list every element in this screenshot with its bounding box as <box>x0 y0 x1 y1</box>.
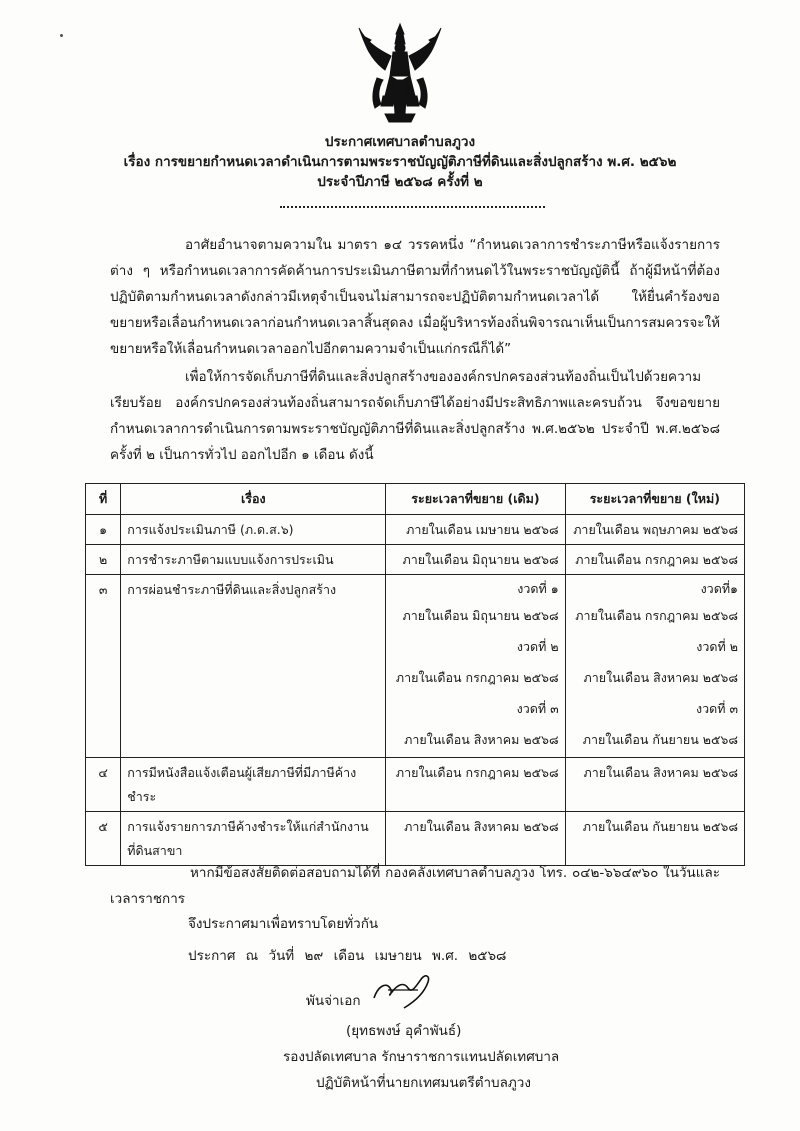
signer-name: (ยุทธพงษ์ อุคำพันธ์) <box>346 1023 462 1039</box>
row-subject: การมีหนังสือแจ้งเตือนผู้เสียภาษีที่มีภาษีค้างชำระ <box>121 758 386 812</box>
installment-label: งวดที่ ๒ <box>696 639 738 654</box>
handwritten-signature-icon <box>368 968 438 1012</box>
row-new-installments <box>565 575 744 758</box>
row-no: ๒ <box>86 545 121 575</box>
announcement-header <box>0 132 800 192</box>
table-row <box>86 515 745 545</box>
dotted-divider <box>280 206 545 208</box>
signer-position: รองปลัดเทศบาล รักษาราชการแทนปลัดเทศบาล <box>283 1049 560 1065</box>
installment-period: ภายในเดือน กันยายน ๒๕๖๘ <box>582 732 738 747</box>
signer-rank: พันจ่าเอก <box>306 993 361 1009</box>
installment-label: งวดที่ ๑ <box>517 581 559 596</box>
paragraph-legal-basis: อาศัยอำนาจตามความใน มาตรา ๑๔ วรรคหนึ่ง “กำหนดเวลาการชำระภาษีหรือแจ้งรายการต่าง ๆ หรือกำหนดเวลาการคัดค้านการประเมินภาษีตามที่กำหนดไว้ในพระราชบัญญัตินี้ ถ้าผู้มีหน้าที่ต้องปฏิบัติตามกำหนดเวลาดังกล่าวมีเหตุจำเป็นจนไม่สามารถจะปฏิบัติตามกำหนดเวลาได้ ให้ยื่นคำร้องขอขยายหรือเลื่อนกำหนดเวลาก่อนกำหนดเวลาสิ้นสุดลง เมื่อผู้บริหารท้องถิ่นพิจารณาเห็นเป็นการสมควรจะให้ขยายหรือให้เลื่อนกำหนดเวลาออกไปอีกตามความจำเป็นแก่กรณีก็ได้” <box>110 237 720 357</box>
scan-speck <box>60 34 63 37</box>
table-row <box>86 545 745 575</box>
row-new-period: ภายในเดือน พฤษภาคม ๒๕๖๘ <box>565 515 744 545</box>
installment-period: ภายในเดือน มิถุนายน ๒๕๖๘ <box>402 608 559 623</box>
installment-period: ภายในเดือน กรกฎาคม ๒๕๖๘ <box>575 608 738 623</box>
installment-period: ภายในเดือน สิงหาคม ๒๕๖๘ <box>404 732 559 747</box>
row-subject: การผ่อนชำระภาษีที่ดินและสิ่งปลูกสร้าง <box>121 575 386 758</box>
contact-paragraph: หากมีข้อสงสัยติดต่อสอบถามได้ที่ กองคลังเทศบาลตำบลภูวง โทร. ๐๔๒-๖๖๔๙๖๐ ในวันและเวลาราชการ <box>110 865 720 907</box>
header-title: ประกาศเทศบาลตำบลภูวง <box>324 134 476 150</box>
row-no: ๑ <box>86 515 121 545</box>
installment-label: งวดที่๑ <box>700 581 738 596</box>
col-header-subject: เรื่อง <box>121 484 386 515</box>
installment-period: ภายในเดือน กรกฎาคม ๒๕๖๘ <box>395 670 559 685</box>
installment-period: ภายในเดือน สิงหาคม ๒๕๖๘ <box>583 670 738 685</box>
row-subject: การชำระภาษีตามแบบแจ้งการประเมิน <box>121 545 386 575</box>
installment-label: งวดที่ ๓ <box>516 701 559 716</box>
row-old-period: ภายในเดือน เมษายน ๒๕๖๘ <box>386 515 565 545</box>
row-old-installments <box>386 575 565 758</box>
garuda-emblem-icon <box>355 18 445 130</box>
table-row <box>86 758 745 812</box>
row-no: ๓ <box>86 575 121 758</box>
col-header-new-period: ระยะเวลาที่ขยาย (ใหม่) <box>565 484 744 515</box>
extension-schedule-table <box>85 483 745 866</box>
col-header-no: ที่ <box>86 484 121 515</box>
row-old-period: ภายในเดือน สิงหาคม ๒๕๖๘ <box>386 812 565 866</box>
row-old-period: ภายในเดือน กรกฎาคม ๒๕๖๘ <box>386 758 565 812</box>
signer-acting-position: ปฏิบัติหน้าที่นายกเทศมนตรีตำบลภูวง <box>316 1075 531 1091</box>
row-subject: การแจ้งประเมินภาษี (ภ.ด.ส.๖) <box>121 515 386 545</box>
table-row <box>86 575 745 758</box>
installment-label: งวดที่ ๒ <box>516 639 559 654</box>
header-tax-year: ประจำปีภาษี ๒๕๖๘ ครั้งที่ ๒ <box>317 174 483 190</box>
installment-label: งวดที่ ๓ <box>696 701 738 716</box>
announce-line: จึงประกาศมาเพื่อทราบโดยทั่วกัน <box>188 916 379 932</box>
table-row <box>86 812 745 866</box>
row-new-period: ภายในเดือน สิงหาคม ๒๕๖๘ <box>565 758 744 812</box>
row-no: ๕ <box>86 812 121 866</box>
row-new-period: ภายในเดือน กรกฎาคม ๒๕๖๘ <box>565 545 744 575</box>
col-header-old-period: ระยะเวลาที่ขยาย (เดิม) <box>386 484 565 515</box>
announcement-date: ประกาศ ณ วันที่ ๒๙ เดือน เมษายน พ.ศ. ๒๕๖๘ <box>188 948 507 964</box>
row-new-period: ภายในเดือน กันยายน ๒๕๖๘ <box>565 812 744 866</box>
header-subject: เรื่อง การขยายกำหนดเวลาดำเนินการตามพระราชบัญญัติภาษีที่ดินและสิ่งปลูกสร้าง พ.ศ. ๒๕๖๒ <box>123 154 677 170</box>
row-old-period: ภายในเดือน มิถุนายน ๒๕๖๘ <box>386 545 565 575</box>
paragraph-purpose: เพื่อให้การจัดเก็บภาษีที่ดินและสิ่งปลูกสร้างขององค์กรปกครองส่วนท้องถิ่นเป็นไปด้วยความเรียบร้อย องค์กรปกครองส่วนท้องถิ่นสามารถจัดเก็บภาษีได้อย่างมีประสิทธิภาพและครบถ้วน จึงขอขยายกำหนดเวลาการดำเนินการตามพระราชบัญญัติภาษีที่ดินและสิ่งปลูกสร้าง พ.ศ.๒๕๖๒ ประจำปี พ.ศ.๒๕๖๘ ครั้งที่ ๒ เป็นการทั่วไป ออกไปอีก ๑ เดือน ดังนี้ <box>110 369 720 463</box>
table-header-row <box>86 484 745 515</box>
row-no: ๔ <box>86 758 121 812</box>
row-subject: การแจ้งรายการภาษีค้างชำระให้แก่สำนักงานที่ดินสาขา <box>121 812 386 866</box>
